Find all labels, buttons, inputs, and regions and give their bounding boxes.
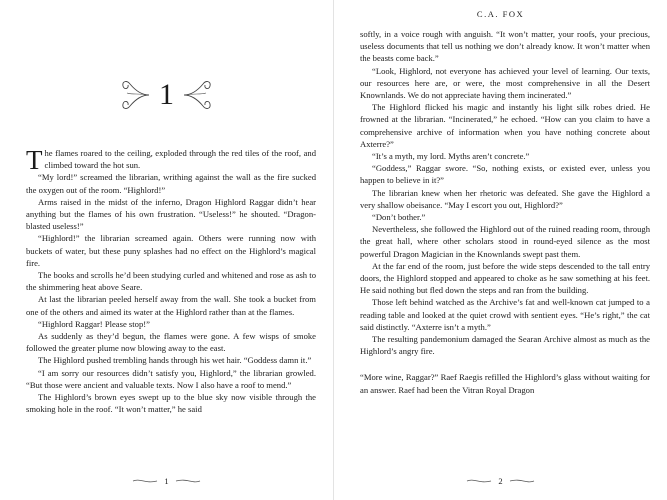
folio-ornament-icon: [466, 477, 492, 485]
running-head: C.A. FOX: [476, 9, 525, 19]
page-number: 2: [498, 476, 503, 486]
paragraph: As suddenly as they’d begun, the flames were gone. A few wisps of smoke followed the greater plume now blowing away to the east.: [26, 331, 316, 354]
paragraph: At the far end of the room, just before the wide steps descended to the tall entry doors, the Highlord stopped and appeared to choke as he saw something at his feet. He said nothing but fled down the steps and ran from the building.: [360, 260, 650, 296]
paragraph: “More wine, Raggar?” Raef Raegis refilled the Highlord’s glass without waiting for an answer. Raef had been the Vitran Royal Dragon: [360, 372, 650, 395]
scene-break: [360, 357, 650, 371]
left-body-text: [26, 147, 316, 415]
paragraph: “Highlord Raggar! Please stop!”: [38, 318, 150, 329]
paragraph: The librarian knew when her rhetoric was defeated. She gave the Highlord a very shallow obeisance. “May I escort you out, Highlord?”: [360, 187, 650, 210]
left-page: [0, 0, 333, 500]
paragraph: “Highlord!” the librarian screamed again. Others were running now with buckets of water, but these puny splashes had no effect on the Highlord’s magical fire.: [26, 233, 316, 268]
folio-ornament-icon: [509, 477, 535, 485]
right-body-text: [360, 28, 650, 396]
paragraph: Nevertheless, she followed the Highlord out of the ruined reading room, through the great hall, where other scholars stood in round-eyed silence as the most powerful Dragon Magician in the Knownlands swept past them.: [360, 224, 650, 259]
paragraph: The books and scrolls he’d been studying curled and whitened and rose as ash to the shimmering heat above Seare.: [26, 270, 316, 293]
paragraph: “I am sorry our resources didn’t satisfy you, Highlord,” the librarian growled. “But those were ancient and valuable texts. Now I also have a roof to mend.”: [26, 367, 316, 390]
left-flourish-icon: [117, 78, 151, 112]
paragraph: The Highlord flicked his magic and instantly his light silk robes dried. He frowned at the librarian. “Incinerated,” he echoed. “How can you claim to have a comprehensive archive of information when you have nothing concrete about Axterre?”: [360, 102, 650, 149]
paragraph: Those left behind watched as the Archive’s fat and well-known cat jumped to a reading table and looked at the quiet crowd with sentient eyes. “He’s right,” the cat said distinctly. “Axterre isn’t a myth.”: [360, 297, 650, 332]
paragraph: softly, in a voice rough with anguish. “It won’t matter, your roofs, your precious, useless documents that tell us nothing we don’t already know. It won’t matter when the beasts come back.”: [360, 29, 650, 64]
right-flourish-icon: [182, 78, 216, 112]
paragraph: “Don’t bother.”: [372, 212, 426, 223]
chapter-heading: [0, 74, 333, 116]
paragraph: “My lord!” screamed the librarian, writhing against the wall as the fire sucked the oxygen out of the room. “Highlord!”: [26, 172, 316, 195]
paragraph: The resulting pandemonium damaged the Searan Archive almost as much as the Highlord’s angry fire.: [360, 334, 650, 357]
paragraph: The Highlord’s brown eyes swept up to the blue sky now visible through the smoking hole in the roof. “It won’t matter,” he said: [26, 392, 316, 415]
folio-ornament-icon: [175, 477, 201, 485]
paragraph: “Look, Highlord, not everyone has achieved your level of learning. Our texts, our resources here are, or were, the most comprehensive in all the Desert Knownlands. We do not appreciate having them incinerated.”: [360, 65, 650, 101]
drop-cap: T: [26, 145, 43, 175]
folio-ornament-icon: [132, 477, 158, 485]
paragraph: The flames roared to the ceiling, exploded through the red tiles of the roof, and climbed toward the hot sun.: [26, 145, 316, 175]
paragraph: The Highlord pushed trembling hands through his wet hair. “Goddess damn it.”: [38, 355, 312, 366]
paragraph: Arms raised in the midst of the inferno, Dragon Highlord Raggar didn’t hear anything but the flames of his own frustration. “Useless!” he shouted. “Dragon-blasted useless!”: [26, 196, 316, 232]
right-page: [334, 0, 667, 500]
paragraph: “It’s a myth, my lord. Myths aren’t concrete.”: [372, 151, 530, 162]
paragraph: “Goddess,” Raggar swore. “So, nothing exists, or existed ever, unless you happen to believe in it?”: [360, 163, 650, 186]
paragraph: At last the librarian peeled herself away from the wall. She took a bucket from one of the others and aimed its water at the Highlord rather than at the flames.: [26, 294, 316, 317]
chapter-number: 1: [159, 78, 174, 111]
right-page-footer: [334, 476, 667, 486]
page-number: 1: [164, 476, 169, 486]
left-page-footer: [0, 476, 333, 486]
